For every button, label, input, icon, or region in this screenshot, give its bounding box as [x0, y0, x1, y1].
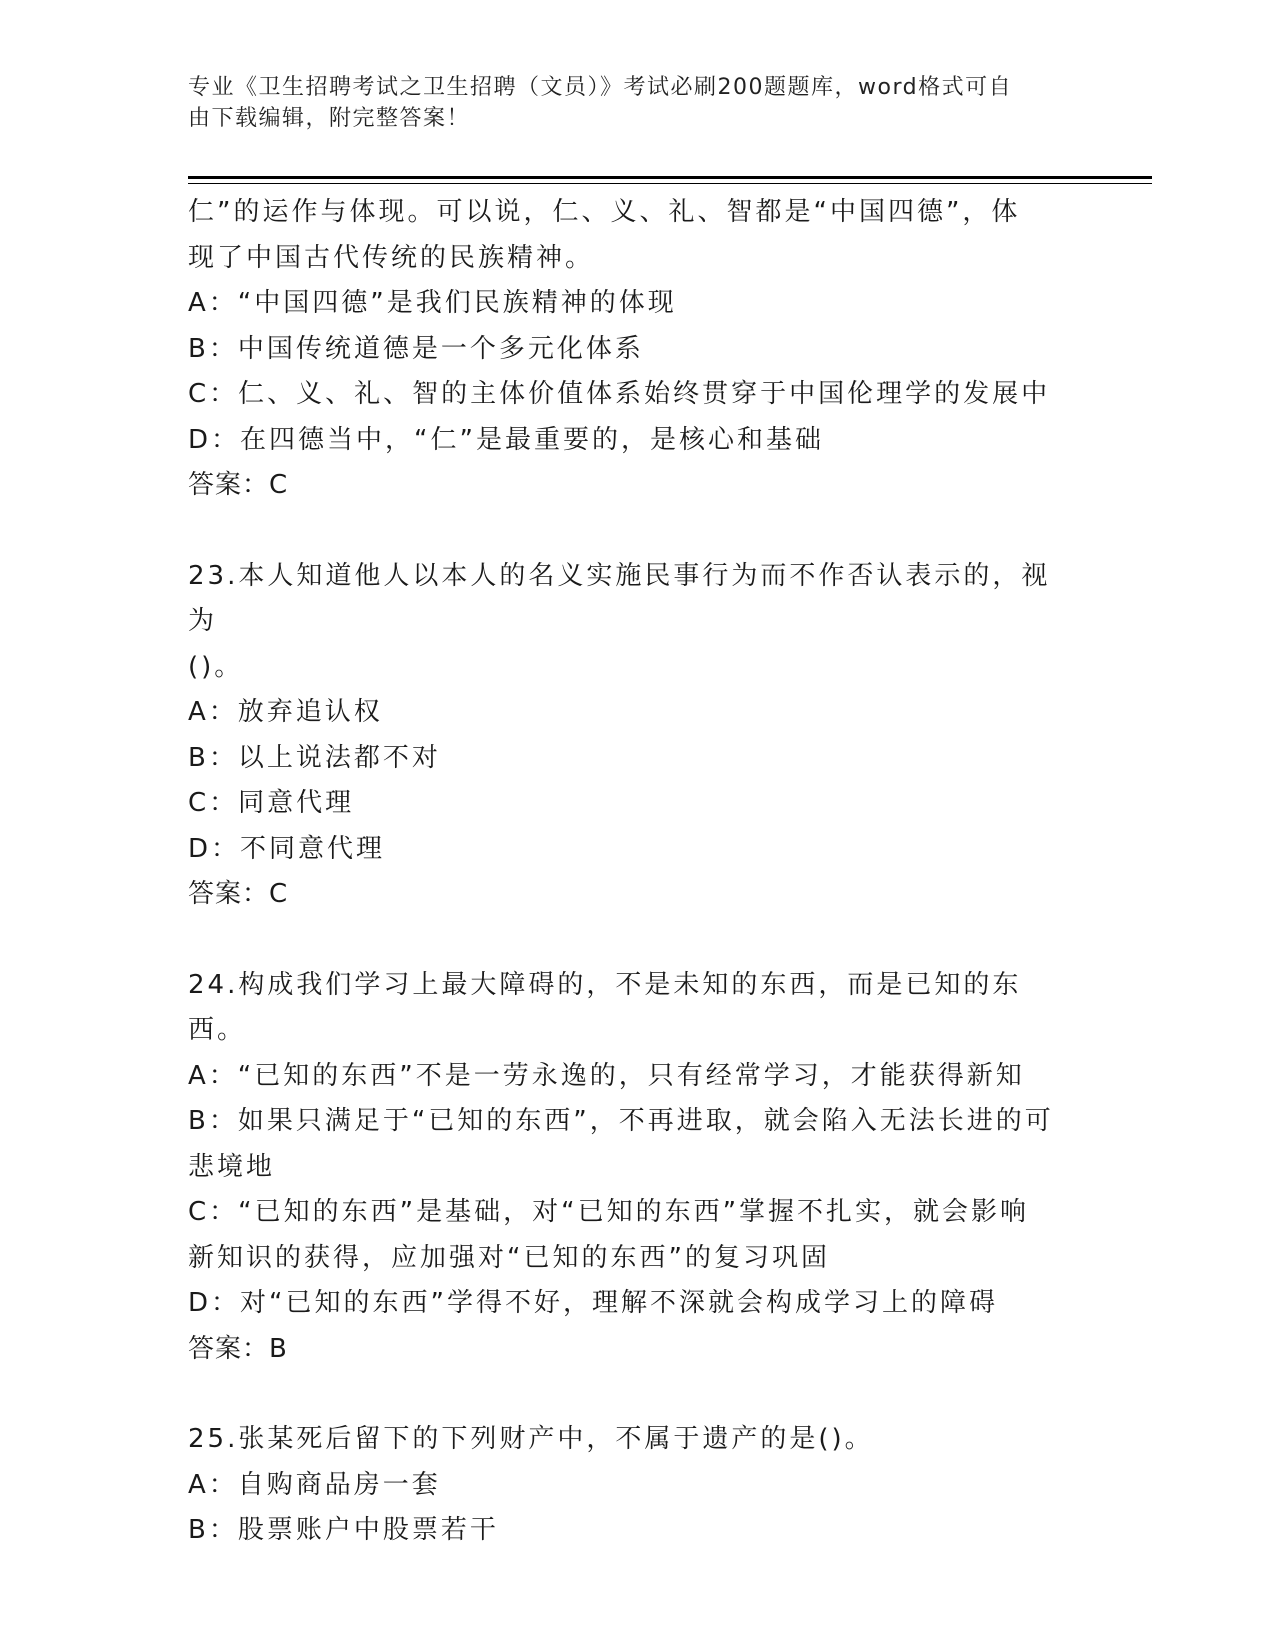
option-b: B：中国传统道德是一个多元化体系: [188, 333, 644, 364]
spacer: [188, 509, 1068, 554]
question-text: ()。: [188, 651, 244, 682]
spacer: [188, 1372, 1068, 1417]
option-d: D：在四德当中，“仁”是最重要的，是核心和基础: [188, 424, 824, 455]
header-divider-thick: [188, 176, 1152, 179]
question-list: [188, 190, 1068, 1554]
answer: 答案：B: [188, 1333, 288, 1364]
option-a: A：“中国四德”是我们民族精神的体现: [188, 288, 677, 318]
option-c: C：同意代理: [188, 788, 355, 818]
document-header: [188, 72, 1068, 134]
option-a: A：放弃追认权: [188, 697, 383, 727]
answer: 答案：C: [188, 470, 289, 500]
option-b: B：如果只满足于“已知的东西”，不再进取，就会陷入无法长进的可: [188, 1106, 1054, 1136]
question-text: 25.张某死后留下的下列财产中，不属于遗产的是()。: [188, 1424, 874, 1454]
option-b: B：以上说法都不对: [188, 742, 441, 773]
option-a: A：自购商品房一套: [188, 1469, 441, 1500]
answer: 答案：C: [188, 879, 289, 909]
option-a: A：“已知的东西”不是一劳永逸的，只有经常学习，才能获得新知: [188, 1060, 1025, 1091]
question-text: 24.构成我们学习上最大障碍的，不是未知的东西，而是已知的东西。: [188, 969, 1022, 1045]
option-b-continued: 悲境地: [188, 1151, 276, 1182]
header-line: 专业《卫生招聘考试之卫生招聘（文员）》考试必刷200题题库，word格式可自: [188, 75, 1013, 100]
question-continuation: [188, 190, 1068, 509]
question-text: 仁”的运作与体现。可以说，仁、义、礼、智都是“中国四德”，体: [188, 197, 1021, 227]
question-text: 23.本人知道他人以本人的名义实施民事行为而不作否认表示的，视为: [188, 560, 1051, 636]
option-c: C：仁、义、礼、智的主体价值体系始终贯穿于中国伦理学的发展中: [188, 379, 1051, 409]
option-c: C：“已知的东西”是基础，对“已知的东西”掌握不扎实，就会影响: [188, 1197, 1030, 1227]
header-divider-thin: [188, 183, 1152, 184]
spacer: [188, 918, 1068, 963]
option-d: D：对“已知的东西”学得不好，理解不深就会构成学习上的障碍: [188, 1288, 998, 1318]
option-d: D：不同意代理: [188, 833, 386, 864]
question-24: [188, 963, 1068, 1373]
header-line: 由下载编辑，附完整答案！: [188, 106, 471, 131]
option-b: B：股票账户中股票若干: [188, 1515, 499, 1545]
question-25: [188, 1417, 1068, 1554]
question-23: [188, 554, 1068, 918]
option-c-continued: 新知识的获得，应加强对“已知的东西”的复习巩固: [188, 1242, 830, 1273]
question-text: 现了中国古代传统的民族精神。: [188, 242, 595, 273]
